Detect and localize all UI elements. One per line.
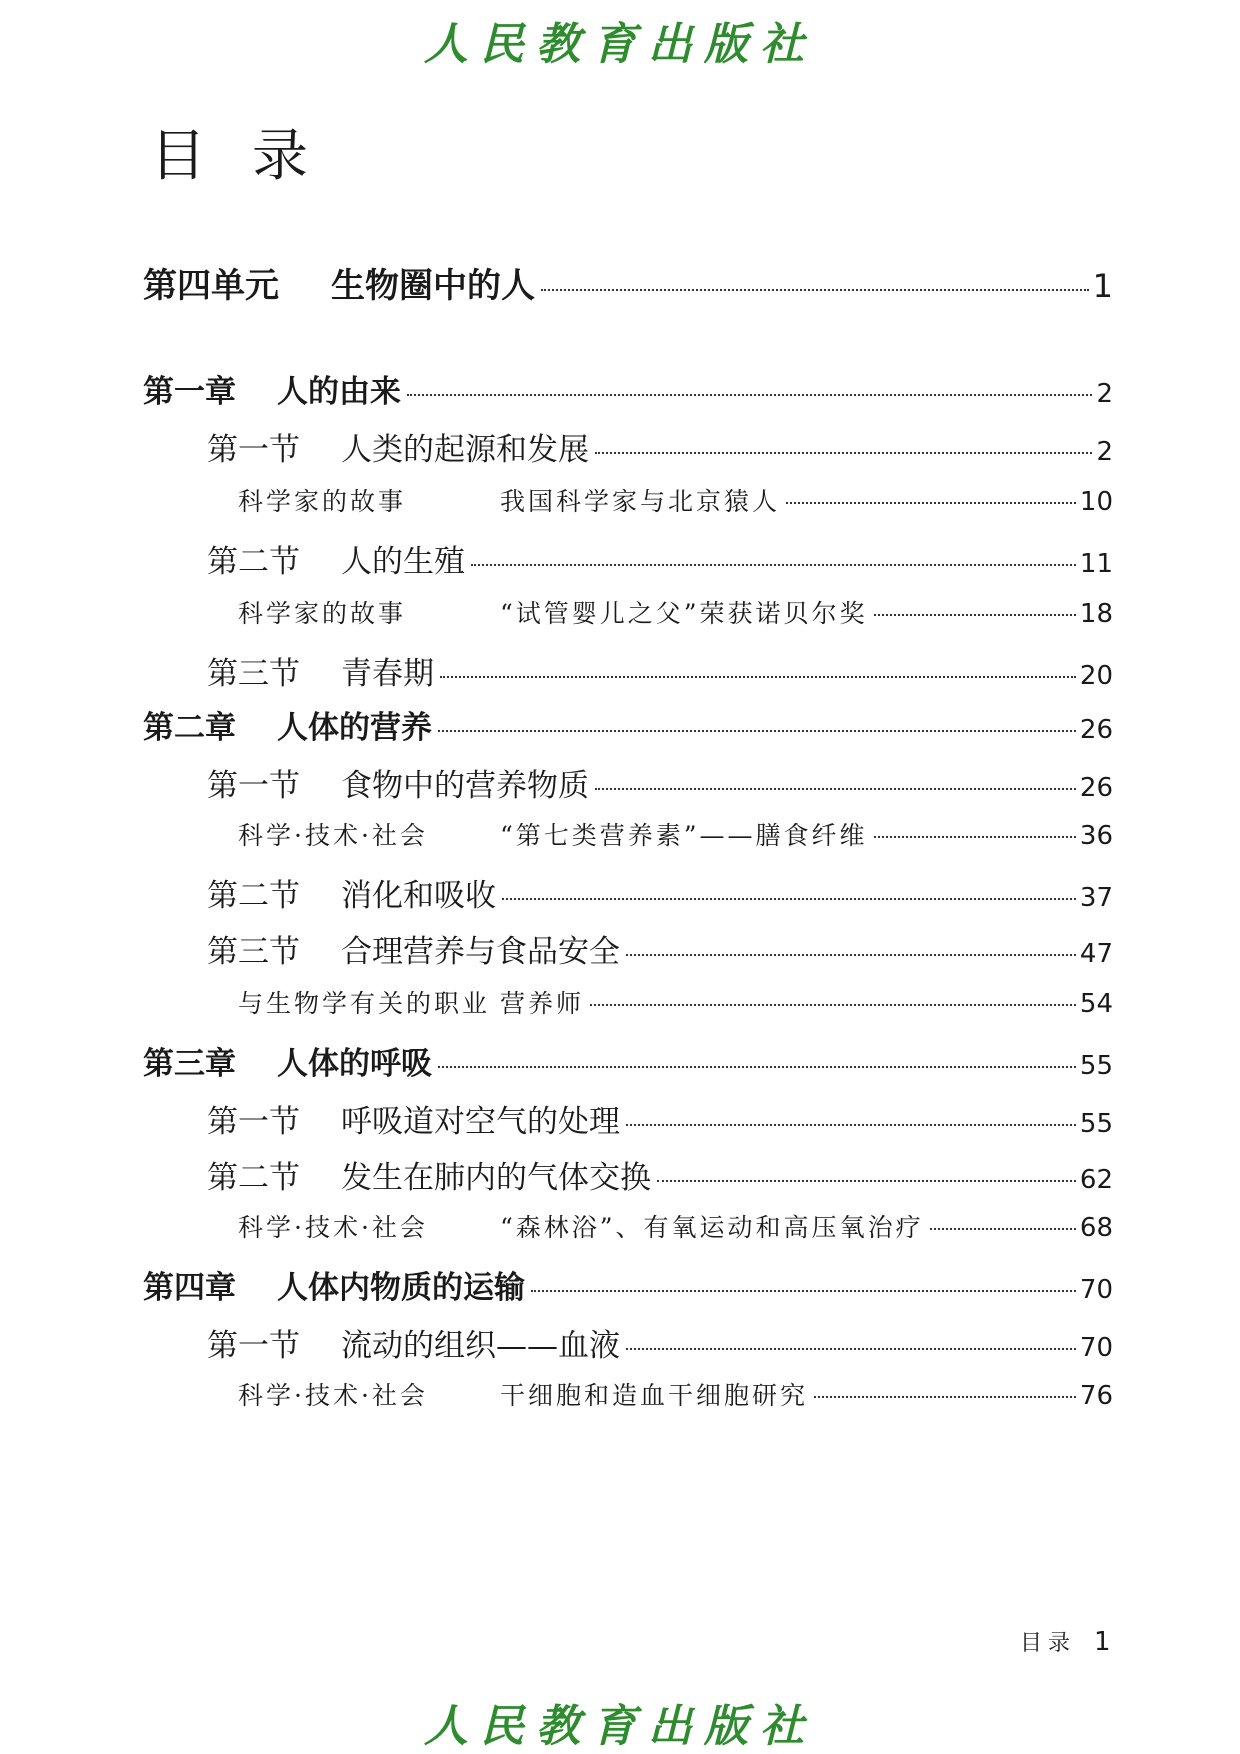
toc-text: “森林浴”、有氧运动和高压氧治疗 <box>500 1213 924 1242</box>
leader-dots <box>590 1004 1076 1006</box>
leader-dots <box>471 564 1076 566</box>
leader-dots <box>657 1180 1076 1182</box>
toc-entry-chapter[interactable] <box>143 1038 1113 1083</box>
toc-page-number: 55 <box>1079 1051 1113 1081</box>
toc-prefix: 科学家的故事 <box>238 599 407 628</box>
leader-dots <box>626 1124 1076 1126</box>
toc-page-number: 68 <box>1079 1213 1113 1243</box>
toc-text: 人体的呼吸 <box>277 1046 432 1082</box>
toc-prefix: 第三节 <box>207 656 300 692</box>
toc-prefix: 第四单元 <box>143 266 279 306</box>
toc-text: 消化和吸收 <box>341 878 496 914</box>
toc-prefix: 第一节 <box>207 768 300 804</box>
toc-page-number: 2 <box>1096 437 1113 467</box>
leader-dots <box>438 1066 1076 1068</box>
leader-dots <box>814 1396 1076 1398</box>
toc-prefix: 与生物学有关的职业 <box>238 989 491 1018</box>
toc-prefix: 科学·技术·社会 <box>238 1381 428 1410</box>
leader-dots <box>930 1228 1076 1230</box>
toc-prefix: 第二章 <box>143 710 236 746</box>
toc-page-number: 2 <box>1096 379 1113 409</box>
toc-entry-section[interactable] <box>207 1320 1113 1365</box>
leader-dots <box>531 1290 1076 1292</box>
toc-page-number: 76 <box>1079 1381 1113 1411</box>
toc-prefix: 科学家的故事 <box>238 487 407 516</box>
toc-entry-section[interactable] <box>207 1096 1113 1141</box>
leader-dots <box>440 676 1076 678</box>
leader-dots <box>541 289 1089 291</box>
page-title: 目录 <box>150 124 354 189</box>
toc-entry-chapter[interactable] <box>143 366 1113 411</box>
leader-dots <box>595 788 1076 790</box>
toc-prefix: 科学·技术·社会 <box>238 1213 428 1242</box>
leader-dots <box>786 502 1076 504</box>
toc-text: 发生在肺内的气体交换 <box>341 1160 651 1196</box>
toc-page-number: 26 <box>1079 773 1113 803</box>
toc-page-number: 36 <box>1079 821 1113 851</box>
toc-text: 营养师 <box>500 989 585 1018</box>
toc-text: 人类的起源和发展 <box>341 432 589 468</box>
toc-entry-chapter[interactable] <box>143 1262 1113 1307</box>
page-footer <box>1020 1626 1111 1657</box>
footer-label: 目录 <box>1020 1631 1077 1656</box>
toc-page-number: 1 <box>1092 267 1113 305</box>
toc-entry-section[interactable] <box>207 424 1113 469</box>
toc-entry-section[interactable] <box>207 870 1113 915</box>
toc-text: 呼吸道对空气的处理 <box>341 1104 620 1140</box>
leader-dots <box>874 836 1076 838</box>
toc-entry-feature[interactable] <box>238 1376 1113 1412</box>
toc-page-number: 10 <box>1079 487 1113 517</box>
toc-text: 人的生殖 <box>341 544 465 580</box>
leader-dots <box>626 954 1076 956</box>
toc-text: 人的由来 <box>277 374 401 410</box>
toc-text: “试管婴儿之父”荣获诺贝尔奖 <box>500 599 868 628</box>
toc-page-number: 70 <box>1079 1333 1113 1363</box>
leader-dots <box>438 730 1076 732</box>
toc-page-number: 55 <box>1079 1109 1113 1139</box>
toc-prefix: 科学·技术·社会 <box>238 821 428 850</box>
toc-text: “第七类营养素”——膳食纤维 <box>500 821 868 850</box>
toc-prefix: 第二节 <box>207 878 300 914</box>
toc-entry-feature[interactable] <box>238 1208 1113 1244</box>
leader-dots <box>502 898 1076 900</box>
toc-page-number: 70 <box>1079 1275 1113 1305</box>
toc-prefix: 第一节 <box>207 1328 300 1364</box>
toc-prefix: 第三节 <box>207 934 300 970</box>
toc-entry-section[interactable] <box>207 1152 1113 1197</box>
toc-text: 食物中的营养物质 <box>341 768 589 804</box>
toc-text: 人体的营养 <box>277 710 432 746</box>
toc-entry-section[interactable] <box>207 926 1113 971</box>
toc-entry-section[interactable] <box>207 536 1113 581</box>
leader-dots <box>595 452 1092 454</box>
toc-entry-feature[interactable] <box>238 816 1113 852</box>
toc-entry-feature[interactable] <box>238 594 1113 630</box>
toc-page-number: 54 <box>1079 989 1113 1019</box>
toc-text: 生物圈中的人 <box>331 266 535 306</box>
toc-entry-chapter[interactable] <box>143 702 1113 747</box>
toc-text: 流动的组织——血液 <box>341 1328 620 1364</box>
publisher-logo-top: 人民教育出版社 <box>424 19 816 70</box>
toc-page-number: 62 <box>1079 1165 1113 1195</box>
toc-prefix: 第四章 <box>143 1270 236 1306</box>
toc-text: 干细胞和造血干细胞研究 <box>500 1381 809 1410</box>
toc-page-number: 47 <box>1079 939 1113 969</box>
toc-text: 青春期 <box>341 656 434 692</box>
toc-text: 人体内物质的运输 <box>277 1270 525 1306</box>
toc-text: 合理营养与食品安全 <box>341 934 620 970</box>
toc-prefix: 第三章 <box>143 1046 236 1082</box>
leader-dots <box>626 1348 1076 1350</box>
leader-dots <box>407 394 1092 396</box>
toc-page-number: 37 <box>1079 883 1113 913</box>
toc-entry-feature[interactable] <box>238 984 1113 1020</box>
toc-prefix: 第二节 <box>207 544 300 580</box>
toc-page-number: 20 <box>1079 661 1113 691</box>
toc-prefix: 第二节 <box>207 1160 300 1196</box>
toc-prefix: 第一节 <box>207 1104 300 1140</box>
toc-entry-section[interactable] <box>207 760 1113 805</box>
toc-entry-section[interactable] <box>207 648 1113 693</box>
toc-prefix: 第一章 <box>143 374 236 410</box>
toc-entry-feature[interactable] <box>238 482 1113 518</box>
leader-dots <box>874 614 1076 616</box>
toc-entry-unit[interactable] <box>143 258 1113 307</box>
toc-text: 我国科学家与北京猿人 <box>500 487 781 516</box>
toc-page-number: 18 <box>1079 599 1113 629</box>
publisher-logo-bottom: 人民教育出版社 <box>424 1701 816 1752</box>
toc-prefix: 第一节 <box>207 432 300 468</box>
toc-page-number: 26 <box>1079 715 1113 745</box>
toc-page-number: 11 <box>1079 549 1113 579</box>
footer-page-number: 1 <box>1094 1627 1111 1657</box>
